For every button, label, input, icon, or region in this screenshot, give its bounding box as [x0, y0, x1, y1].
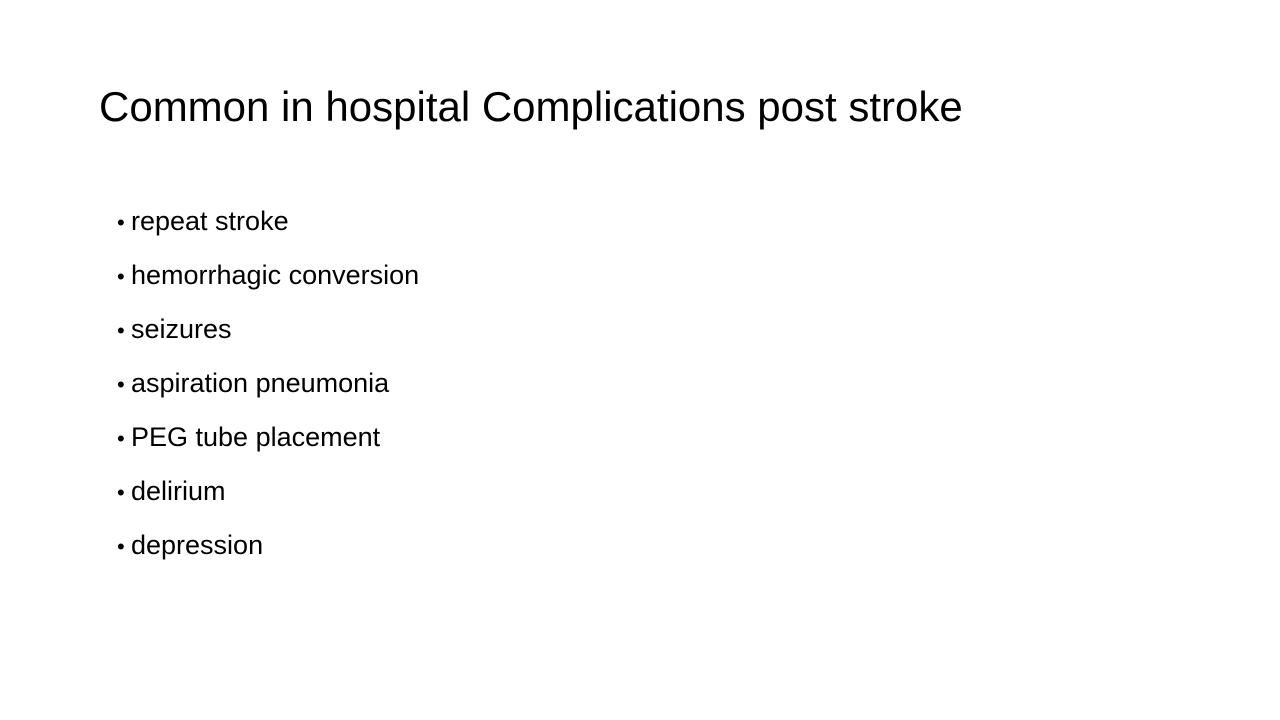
bullet-icon: • [117, 480, 125, 505]
list-item-text: hemorrhagic conversion [131, 260, 420, 290]
list-item-text: delirium [131, 476, 226, 506]
list-item-text: repeat stroke [131, 206, 289, 236]
list-item-text: seizures [131, 314, 232, 344]
bullet-icon: • [117, 534, 125, 559]
list-item [117, 464, 419, 518]
list-item-text: depression [131, 530, 264, 560]
bullet-icon: • [117, 318, 125, 343]
list-item [117, 356, 419, 410]
list-item-text: aspiration pneumonia [131, 368, 390, 398]
slide-title: Common in hospital Complications post stroke [99, 83, 963, 130]
bullet-icon: • [117, 372, 125, 397]
bullet-icon: • [117, 426, 125, 451]
list-item [117, 194, 419, 248]
list-item [117, 248, 419, 302]
list-item [117, 410, 419, 464]
bullet-list [117, 194, 419, 572]
list-item [117, 302, 419, 356]
list-item-text: PEG tube placement [131, 422, 381, 452]
list-item [117, 518, 419, 572]
bullet-icon: • [117, 264, 125, 289]
bullet-icon: • [117, 210, 125, 235]
